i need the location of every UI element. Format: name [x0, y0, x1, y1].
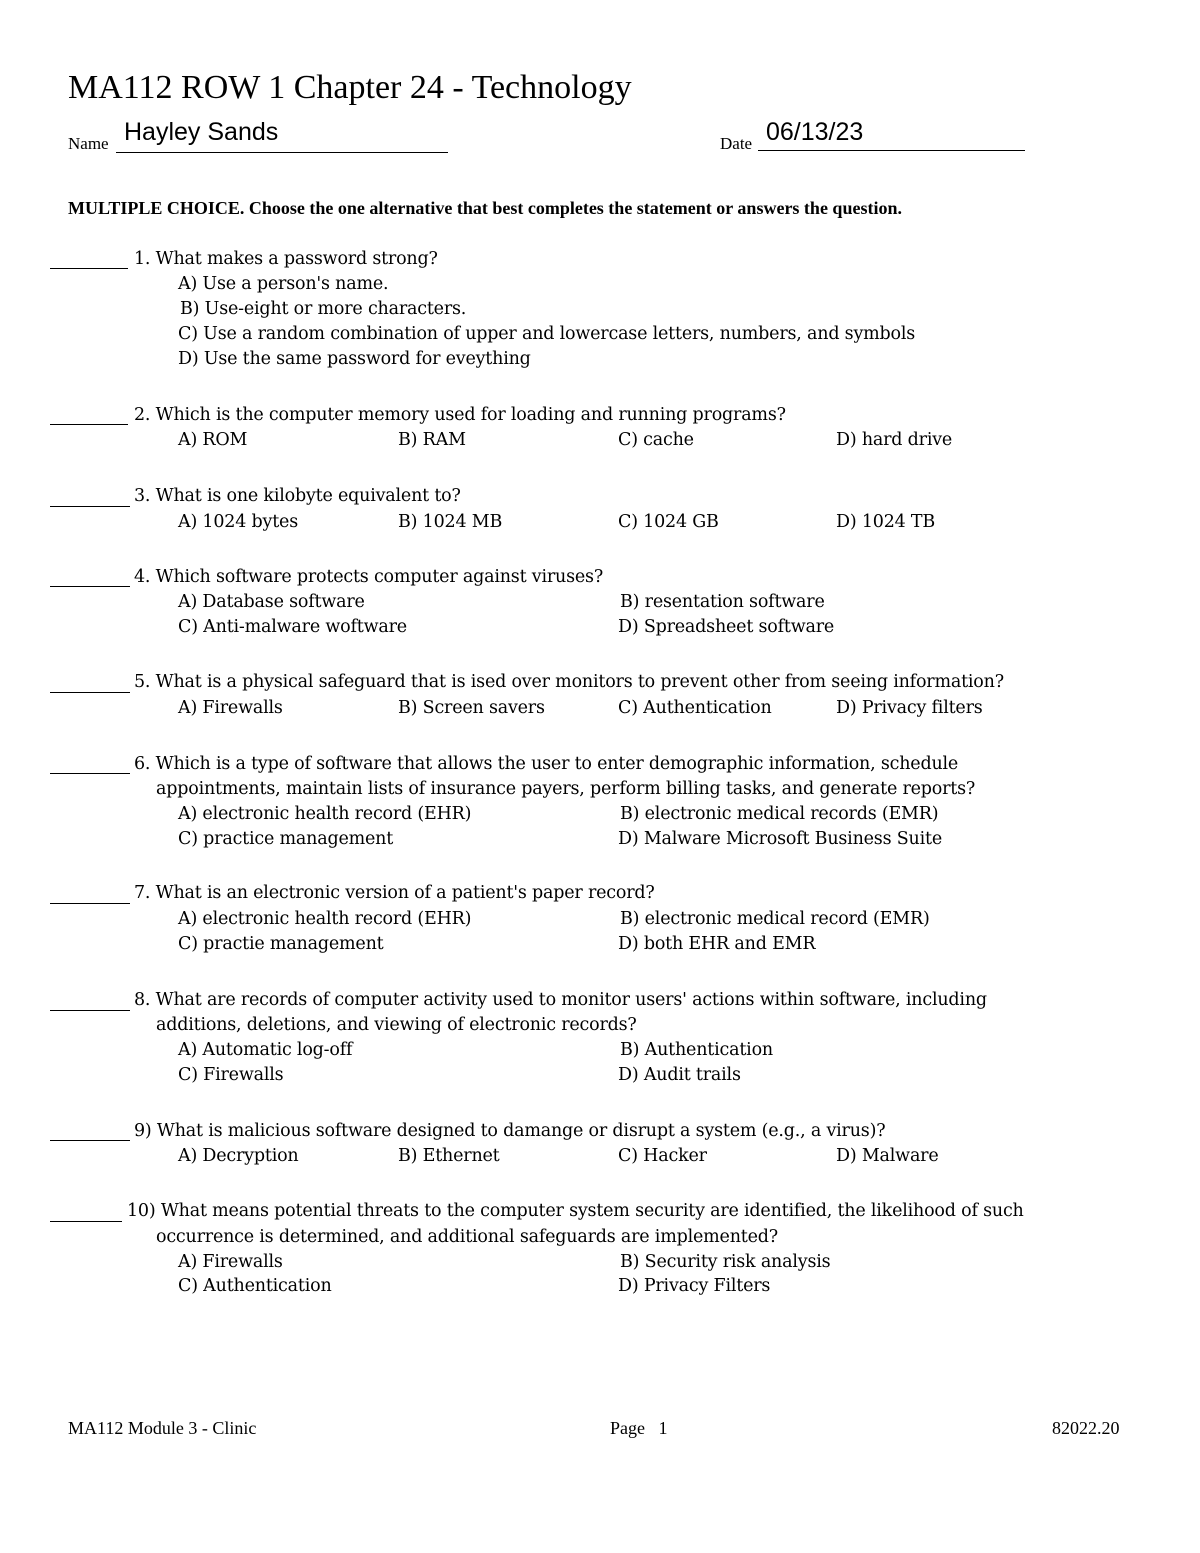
option-c: C) practie management — [178, 934, 384, 954]
option-a: A) 1024 bytes — [178, 512, 298, 532]
option-a: A) Firewalls — [178, 698, 283, 718]
answer-blank-3[interactable] — [50, 506, 130, 507]
option-d: D) Use the same password for eveything — [178, 349, 531, 369]
question-stem: 8. What are records of computer activity used to monitor users' actions within software, including — [134, 990, 987, 1010]
option-a: A) Firewalls — [178, 1252, 283, 1272]
option-c: C) Anti-malware woftware — [178, 617, 407, 637]
option-d: D) Spreadsheet software — [618, 617, 835, 637]
option-a: A) Use a person's name. — [178, 274, 389, 294]
question-stem-cont: occurrence is determined, and additional safeguards are implemented? — [156, 1227, 778, 1247]
option-a: A) electronic health record (EHR) — [178, 804, 472, 824]
option-b: B) RAM — [398, 430, 466, 450]
date-field[interactable]: 06/13/23 — [766, 118, 864, 146]
answer-blank-8[interactable] — [50, 1010, 130, 1011]
name-field[interactable]: Hayley Sands — [124, 118, 279, 146]
option-c: C) Authentication — [178, 1276, 332, 1296]
date-label: Date — [720, 134, 753, 153]
option-d: D) Privacy Filters — [618, 1276, 771, 1296]
option-a: A) Automatic log-off — [178, 1040, 353, 1060]
answer-blank-9[interactable] — [50, 1140, 130, 1141]
question-stem: 1. What makes a password strong? — [134, 249, 438, 269]
name-underline — [116, 152, 448, 153]
option-d: D) Privacy filters — [836, 698, 983, 718]
instructions: MULTIPLE CHOICE. Choose the one alternative that best completes the statement or answers the question. — [68, 198, 902, 218]
option-c: C) practice management — [178, 829, 394, 849]
name-label: Name — [68, 134, 109, 153]
option-b: B) Screen savers — [398, 698, 545, 718]
answer-blank-2[interactable] — [50, 424, 128, 425]
option-d: D) hard drive — [836, 430, 953, 450]
footer-code: 82022.20 — [1052, 1418, 1120, 1438]
answer-blank-7[interactable] — [50, 903, 130, 904]
question-stem: 2. Which is the computer memory used for loading and running programs? — [134, 405, 786, 425]
option-b: B) Ethernet — [398, 1146, 500, 1166]
page-title: MA112 ROW 1 Chapter 24 - Technology — [68, 69, 632, 106]
question-stem: 6. Which is a type of software that allows the user to enter demographic information, schedule — [134, 754, 959, 774]
question-stem-cont: additions, deletions, and viewing of electronic records? — [156, 1015, 637, 1035]
answer-blank-4[interactable] — [50, 586, 130, 587]
option-a: A) electronic health record (EHR) — [178, 909, 472, 929]
option-d: D) 1024 TB — [836, 512, 936, 532]
option-a: A) Database software — [178, 592, 365, 612]
answer-blank-5[interactable] — [50, 692, 130, 693]
option-d: D) Malware — [836, 1146, 939, 1166]
option-b: B) Authentication — [620, 1040, 773, 1060]
option-c: C) Authentication — [618, 698, 772, 718]
option-d: D) both EHR and EMR — [618, 934, 816, 954]
answer-blank-6[interactable] — [50, 773, 130, 774]
option-b: B) 1024 MB — [398, 512, 503, 532]
footer-module: MA112 Module 3 - Clinic — [68, 1418, 257, 1438]
option-c: C) 1024 GB — [618, 512, 719, 532]
question-stem: 9) What is malicious software designed to damange or disrupt a system (e.g., a virus)? — [134, 1121, 886, 1141]
question-stem: 4. Which software protects computer against viruses? — [134, 567, 603, 587]
answer-blank-1[interactable] — [50, 268, 128, 269]
option-c: C) Hacker — [618, 1146, 707, 1166]
question-stem: 10) What means potential threats to the computer system security are identified, the likelihood of such — [127, 1201, 1024, 1221]
option-c: C) Firewalls — [178, 1065, 284, 1085]
option-c: C) cache — [618, 430, 694, 450]
answer-blank-10[interactable] — [50, 1221, 122, 1222]
option-b: B) Use-eight or more characters. — [180, 299, 467, 319]
question-stem: 5. What is a physical safeguard that is ised over monitors to prevent other from seeing information? — [134, 672, 1004, 692]
question-stem-cont: appointments, maintain lists of insurance payers, perform billing tasks, and generate reports? — [156, 779, 976, 799]
option-b: B) resentation software — [620, 592, 825, 612]
date-underline — [758, 150, 1025, 151]
option-b: B) electronic medical record (EMR) — [620, 909, 930, 929]
option-b: B) electronic medical records (EMR) — [620, 804, 939, 824]
question-stem: 3. What is one kilobyte equivalent to? — [134, 486, 461, 506]
option-d: D) Audit trails — [618, 1065, 741, 1085]
question-stem: 7. What is an electronic version of a patient's paper record? — [134, 883, 655, 903]
option-a: A) Decryption — [178, 1146, 299, 1166]
option-c: C) Use a random combination of upper and lowercase letters, numbers, and symbols — [178, 324, 916, 344]
footer-page-number: Page 1 — [610, 1418, 668, 1438]
option-a: A) ROM — [178, 430, 248, 450]
option-d: D) Malware Microsoft Business Suite — [618, 829, 942, 849]
option-b: B) Security risk analysis — [620, 1252, 831, 1272]
